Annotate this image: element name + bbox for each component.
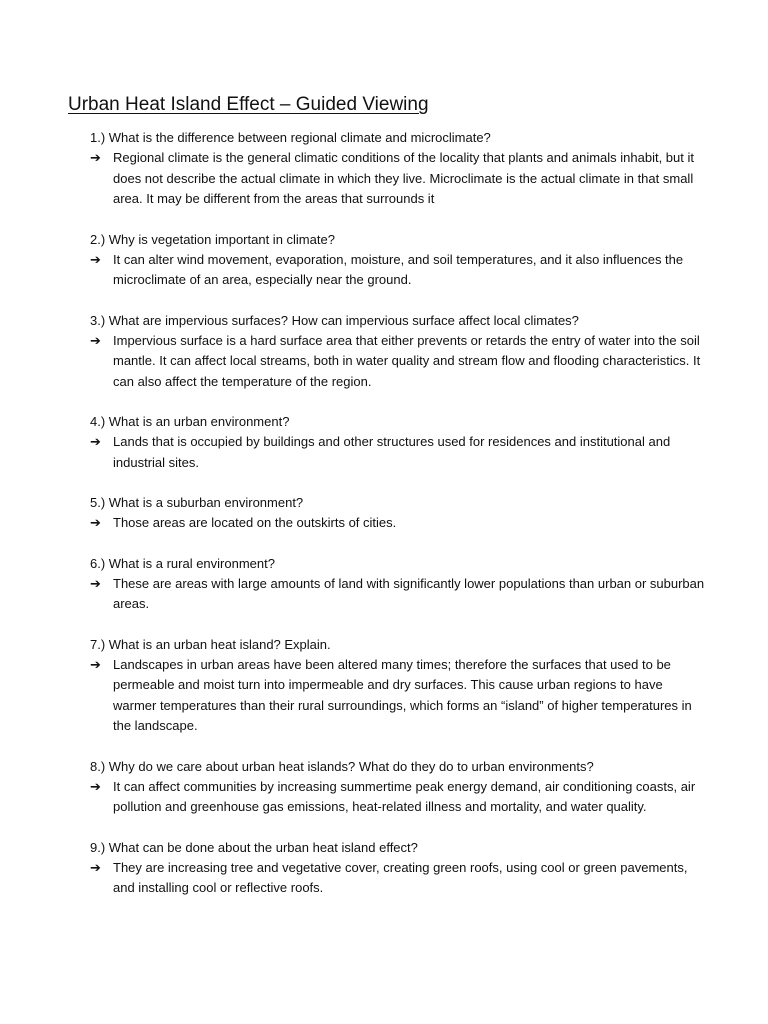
answer-7: Landscapes in urban areas have been altered many times; therefore the surfaces that used to be permeable and moist turn into impermeable and dry surfaces. This cause urban regions to have warmer temperatures than their rural surroundings, which forms an “island” of higher temperatures in the landscape.	[113, 656, 692, 733]
question-6: 6.) What is a rural environment?	[90, 555, 275, 571]
question-4: 4.) What is an urban environment?	[90, 414, 290, 429]
list-item	[68, 757, 708, 818]
arrow-right-icon: ➔	[90, 859, 101, 875]
answer-1: Regional climate is the general climatic conditions of the locality that plants and animals inhabit, but it does not describe the actual climate in which they live. Microclimate is the actual climate in that small area. It may be different from the areas that surrounds it	[113, 150, 694, 206]
arrow-right-icon: ➔	[90, 332, 101, 348]
answer-3: Impervious surface is a hard surface area that either prevents or retards the entry of water into the soil mantle. It can affect local streams, both in water quality and stream flow and flooding characteristics. It can also affect the temperature of the region.	[113, 332, 701, 389]
question-9: 9.) What can be done about the urban heat island effect?	[90, 839, 418, 855]
answer-row-6	[90, 574, 708, 615]
list-item	[68, 230, 708, 291]
question-8: 8.) Why do we care about urban heat islands? What do they do to urban environments?	[90, 758, 594, 774]
list-item	[68, 838, 708, 899]
answer-row-1	[90, 148, 708, 210]
answer-row-7	[90, 655, 708, 737]
answer-8: It can affect communities by increasing summertime peak energy demand, air conditioning coasts, air pollution and greenhouse gas emissions, heat-related illness and mortality, and water quality.	[113, 778, 696, 814]
list-item	[68, 493, 708, 534]
arrow-right-icon: ➔	[90, 251, 101, 267]
answer-row-3	[90, 331, 708, 393]
arrow-right-icon: ➔	[90, 778, 101, 794]
arrow-right-icon: ➔	[90, 656, 101, 672]
answer-row-8	[90, 777, 708, 818]
arrow-right-icon: ➔	[90, 150, 101, 165]
list-item	[68, 311, 708, 393]
question-list	[68, 128, 708, 899]
answer-row-5	[90, 513, 708, 534]
question-3: 3.) What are impervious surfaces? How can impervious surface affect local climates?	[90, 312, 579, 328]
answer-5: Those areas are located on the outskirts of cities.	[113, 515, 397, 530]
answer-2: It can alter wind movement, evaporation, moisture, and soil temperatures, and it also influences the microclimate of an area, especially near the ground.	[113, 251, 684, 287]
question-5: 5.) What is a suburban environment?	[90, 495, 304, 510]
answer-row-2	[90, 250, 708, 291]
answer-9: They are increasing tree and vegetative cover, creating green roofs, using cool or green pavements, and installing cool or reflective roofs.	[113, 859, 688, 895]
list-item	[68, 412, 708, 473]
arrow-right-icon: ➔	[90, 434, 101, 449]
arrow-right-icon: ➔	[90, 575, 101, 591]
list-item	[68, 128, 708, 210]
question-1: 1.) What is the difference between regional climate and microclimate?	[90, 130, 491, 145]
answer-4: Lands that is occupied by buildings and other structures used for residences and institutional and industrial sites.	[113, 434, 671, 470]
list-item	[68, 635, 708, 737]
answer-row-4	[90, 432, 708, 473]
answer-6: These are areas with large amounts of land with significantly lower populations than urban or suburban areas.	[113, 575, 705, 611]
arrow-right-icon: ➔	[90, 515, 101, 530]
answer-row-9	[90, 858, 708, 899]
question-7: 7.) What is an urban heat island? Explain.	[90, 636, 331, 652]
list-item	[68, 554, 708, 615]
page-title: Urban Heat Island Effect – Guided Viewing	[68, 94, 429, 115]
question-2: 2.) Why is vegetation important in climate?	[90, 231, 335, 247]
